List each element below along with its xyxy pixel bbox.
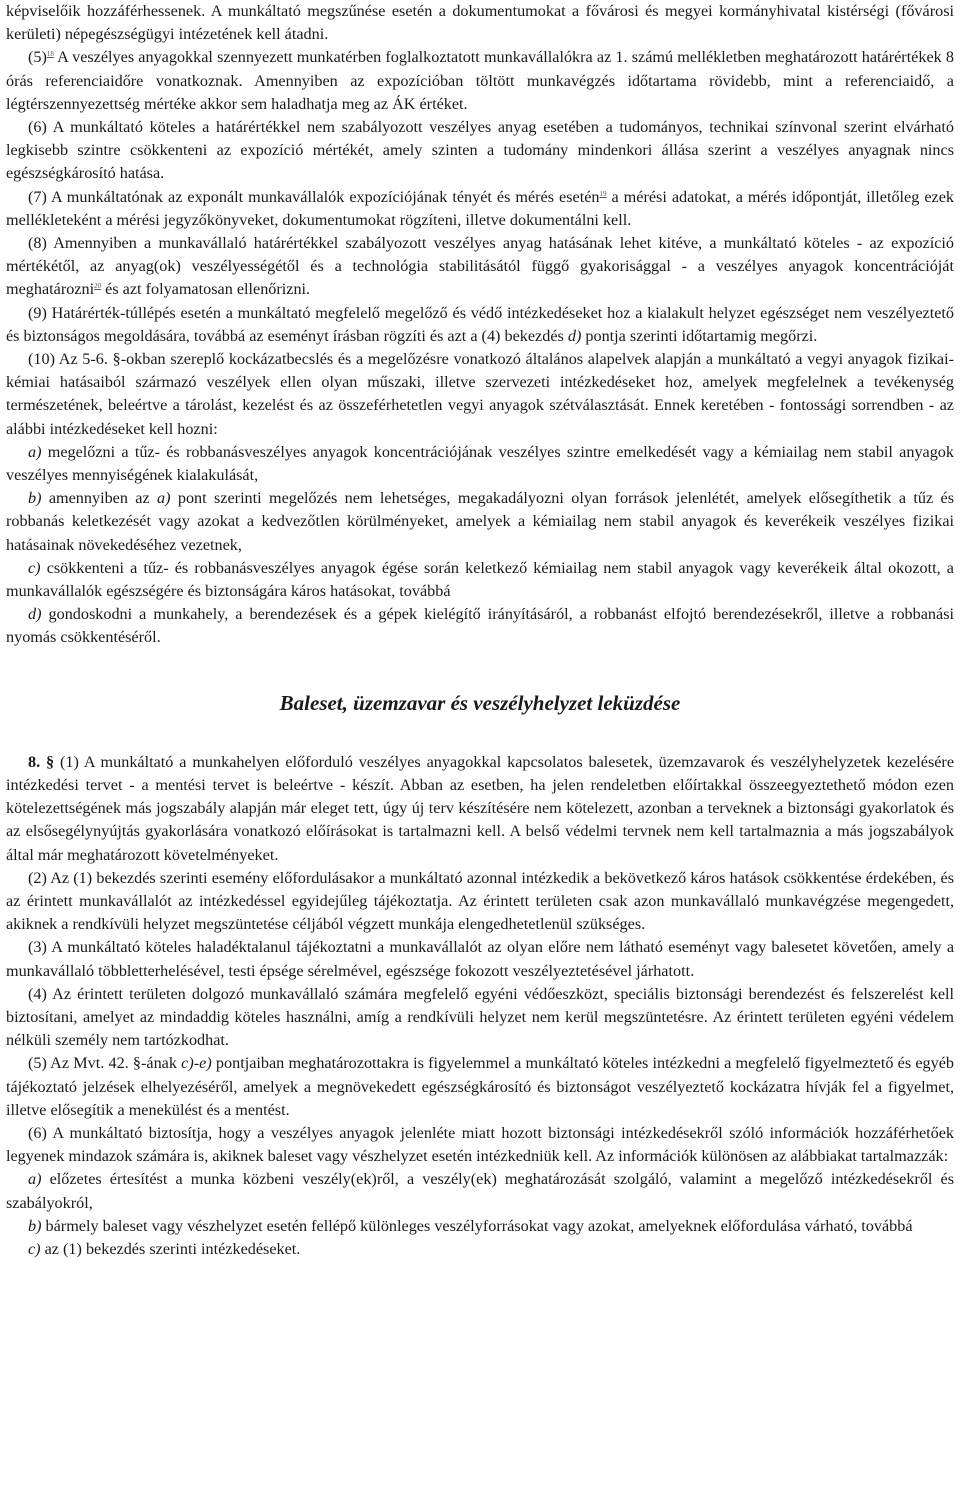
section-8-paragraph-5 [6, 1052, 954, 1122]
paragraph-continuation [6, 0, 954, 46]
paragraph-text: (7) A munkáltatónak az exponált munkavállalók expozíciójának tényét és mérés esetén [28, 187, 600, 206]
paragraph-text: (10) Az 5-6. §-okban szereplő kockázatbecslés és a megelőzésre vonatkozó általános alapelvek alapján a munkáltató a vegyi anyagok fizikai-kémiai hatásaiból származó veszélyek ellen olyan műszaki, illetve szervezeti intézkedéseket hoz, amelyek megfelelnek a tevékenység természetének, beleértve a tárolást, kezelést és az összeférhetetlen vegyi anyagok szétválasztását. Ennek keretében - fontossági sorrendben - az alábbi intézkedéseket kell hozni: [6, 350, 954, 438]
paragraph-number: (5) [28, 48, 47, 67]
footnote-link-20[interactable]: 20 [94, 282, 102, 291]
point-label: c) [28, 1239, 41, 1258]
paragraph-text: (9) Határérték-túllépés esetén a munkáltató megfelelő megelőző és védő intézkedéseket hoz a kialakult helyzet egészséget nem veszélyeztető és biztonságos megoldására, továbbá az eseményt írásban rögzíti és azt a (4) bekezdés [6, 303, 954, 345]
paragraph-7 [6, 186, 954, 232]
section-8-paragraph-4 [6, 983, 954, 1053]
paragraph-text: megelőzni a tűz- és robbanásveszélyes anyagok koncentrációjának veszélyes szintre emelkedését vagy a kémiailag nem stabil anyagok veszélyes mennyiségének kialakulását, [6, 442, 954, 485]
paragraph-text: (2) Az (1) bekezdés szerinti esemény előfordulásakor a munkáltató azonnal intézkedik a bekövetkező káros hatások csökkentése érdekében, és az érintett munkavállalót az intézkedéssel egyidejűleg tájékoztatja. Az érintett területen csak azon munkavállaló munkavégzése megengedett, akiknek a rendkívüli helyzet megszüntetése céljából végzett munkája elengedhetetlenül szükséges. [6, 868, 954, 934]
point-reference: a) [157, 489, 171, 508]
paragraph-text: képviselőik hozzáférhessenek. A munkáltató megszűnése esetén a dokumentumokat a fővárosi és megyei kormányhivatal kistérségi (fővárosi kerületi) népegészségügyi intézetének kell átadni. [6, 2, 954, 44]
section-number: 8. § [28, 752, 55, 771]
paragraph-text: (6) A munkáltató biztosítja, hogy a veszélyes anyagok jelenléte miatt hozott biztonsági intézkedésekről szóló információk hozzáférhetőek legyenek mindazok számára is, akiknek baleset vagy vészhelyzet esetén intézkedniük kell. Az információk különösen az alábbiakat tartalmazzák: [6, 1123, 954, 1166]
list-item-c [6, 1238, 954, 1261]
paragraph-text: (6) A munkáltató köteles a határértékkel nem szabályozott veszélyes anyag esetében a tudományos, technikai színvonal szerint elvárható legkisebb szintre csökkenteni az expozíció mértékét, amely szinten a tudomány mindenkori állása szerint a veszélyes anyagnak nincs egészségkárosító hatása. [6, 118, 954, 183]
paragraph-6 [6, 116, 954, 186]
paragraph-8 [6, 232, 954, 302]
paragraph-text: az (1) bekezdés szerinti intézkedéseket. [40, 1239, 301, 1258]
point-label: a) [28, 442, 42, 461]
list-item-b [6, 1215, 954, 1238]
section-8-paragraph-1 [6, 751, 954, 867]
section-8-paragraph-6 [6, 1122, 954, 1168]
section-8-paragraph-3 [6, 936, 954, 982]
paragraph-text: gondoskodni a munkahely, a berendezések és a gépek kielégítő irányításáról, a robbanást elfojtó berendezésekről, illetve a robbanási nyomás csökkentéséről. [6, 605, 954, 647]
paragraph-text: (4) Az érintett területen dolgozó munkavállaló számára megfelelő egyéni védőeszközt, speciális biztonsági berendezést és felszerelést kell biztosítani, amelyet az mindaddig köteles használni, amíg a rendkívüli helyzet nem kerül megszüntetésre. Az érintett területen egyéni védelem nélküli személy nem tartózkodhat. [6, 984, 954, 1050]
list-item-c [6, 557, 954, 603]
paragraph-text: bármely baleset vagy vészhelyzet esetén fellépő különleges veszélyforrásokat vagy azokat, amelyeknek előfordulása várható, továbbá [41, 1216, 913, 1235]
paragraph-text: amennyiben az [41, 489, 158, 508]
paragraph-text: előzetes értesítést a munka közbeni veszély(ek)ről, a veszély(ek) meghatározását szolgáló, valamint a megelőző intézkedésekről és szabályokról, [6, 1170, 954, 1212]
paragraph-text: (1) A munkáltató a munkahelyen előforduló veszélyes anyagokkal kapcsolatos balesetek, üzemzavarok és veszélyhelyzetek kezelésére intézkedési tervet - a mentési tervet is beleértve - készít. Abban az esetben, ha jelen rendeletben előírtakkal összeegyeztethető módon ezen kötelezettségének más jogszabály alapján már eleget tett, úgy új terv készítésére nem kötelezett, azonban a terveknek a biztonsági gyakorlatok és az elsősegélynyújtás gyakorlására vonatkozó előírásokat is tartalmazni kell. A belső védelmi tervnek nem kell tartalmaznia a más jogszabályok által már meghatározott követelményeket. [6, 752, 955, 864]
point-label: b) [28, 489, 42, 508]
list-item-a [6, 441, 954, 487]
paragraph-10 [6, 348, 954, 441]
footnote-link-19[interactable]: 19 [599, 189, 607, 198]
paragraph-text: (3) A munkáltató köteles haladéktalanul tájékoztatni a munkavállalót az olyan előre nem látható eseményt vagy balesetet követően, amely a munkavállaló többletterhelésével, testi épsége sérelmével, egészsége fokozott veszélyeztetésével járhatott. [6, 938, 954, 980]
paragraph-text: és azt folyamatosan ellenőrizni. [101, 280, 311, 299]
list-item-a [6, 1168, 954, 1214]
point-label: a) [28, 1170, 42, 1189]
paragraph-text: csökkenteni a tűz- és robbanásveszélyes anyagok égése során keletkező kémiailag nem stabil anyagok vagy keverékeik által okozott, a munkavállalók egészségére és biztonságára káros hatásokat, továbbá [6, 558, 954, 601]
point-label: c) [28, 558, 41, 577]
section-8-paragraph-2 [6, 867, 954, 937]
paragraph-text: (5) Az Mvt. 42. §-ának [28, 1054, 182, 1073]
point-label: b) [28, 1216, 42, 1235]
paragraph-text: pontja szerinti időtartamig megőrzi. [581, 326, 818, 345]
list-item-d [6, 603, 954, 649]
paragraph-9 [6, 302, 954, 348]
footnote-link-18[interactable]: 18 [46, 50, 54, 59]
list-item-b [6, 487, 954, 557]
paragraph-5 [6, 46, 954, 116]
point-reference: c)-e) [181, 1054, 212, 1073]
point-label: d) [28, 605, 42, 624]
paragraph-text: pont szerinti megelőzés nem lehetséges, megakadályozni olyan források jelenlétét, amelyek elősegíthetik a tűz és robbanás keletkezését vagy azokat a kedvezőtlen körülményeket, amelyek a kémiailag nem stabil anyagok és keverékeik veszélyes fizikai hatásainak növekedéséhez vezetnek, [6, 489, 954, 554]
paragraph-text: A veszélyes anyagokkal szennyezett munkatérben foglalkoztatott munkavállalókra az 1. számú mellékletben meghatározott határértékek 8 órás referenciaidőre vonatkoznak. Amennyiben az expozícióban töltött munkavégzés időtartama rövidebb, mint a referenciaidő, a légtérszennyezettség mértéke akkor sem haladhatja meg az ÁK értéket. [6, 48, 954, 113]
paragraph-text: a mérési adatokat, a mérés időpontját, illetőleg ezek mellékleteként a mérési jegyzőkönyveket, dokumentumokat rögzíteni, illetve dokumentálni kell. [6, 187, 954, 229]
paragraph-text: (8) Amennyiben a munkavállaló határértékkel szabályozott veszélyes anyag hatásának lehet kitéve, a munkáltató köteles - az expozíció mértékétől, az anyag(ok) veszélyességétől és a technológia stabilitásától függő gyakorisággal - a veszélyes anyagok koncentrációját meghatározni [6, 234, 954, 299]
point-reference: d) [567, 326, 582, 345]
section-heading: Baleset, üzemzavar és veszélyhelyzet leküzdése [279, 690, 681, 715]
paragraph-text: pontjaiban meghatározottakra is figyelemmel a munkáltató köteles intézkedni a megfelelő figyelmeztető és egyéb tájékoztató jelzések elhelyezéséről, amelyek a megnövekedett egészségkárosító és biztonságot veszélyeztető kockázatra hívják fel a figyelmet, illetve elősegítik a menekülést és a mentést. [6, 1054, 954, 1119]
